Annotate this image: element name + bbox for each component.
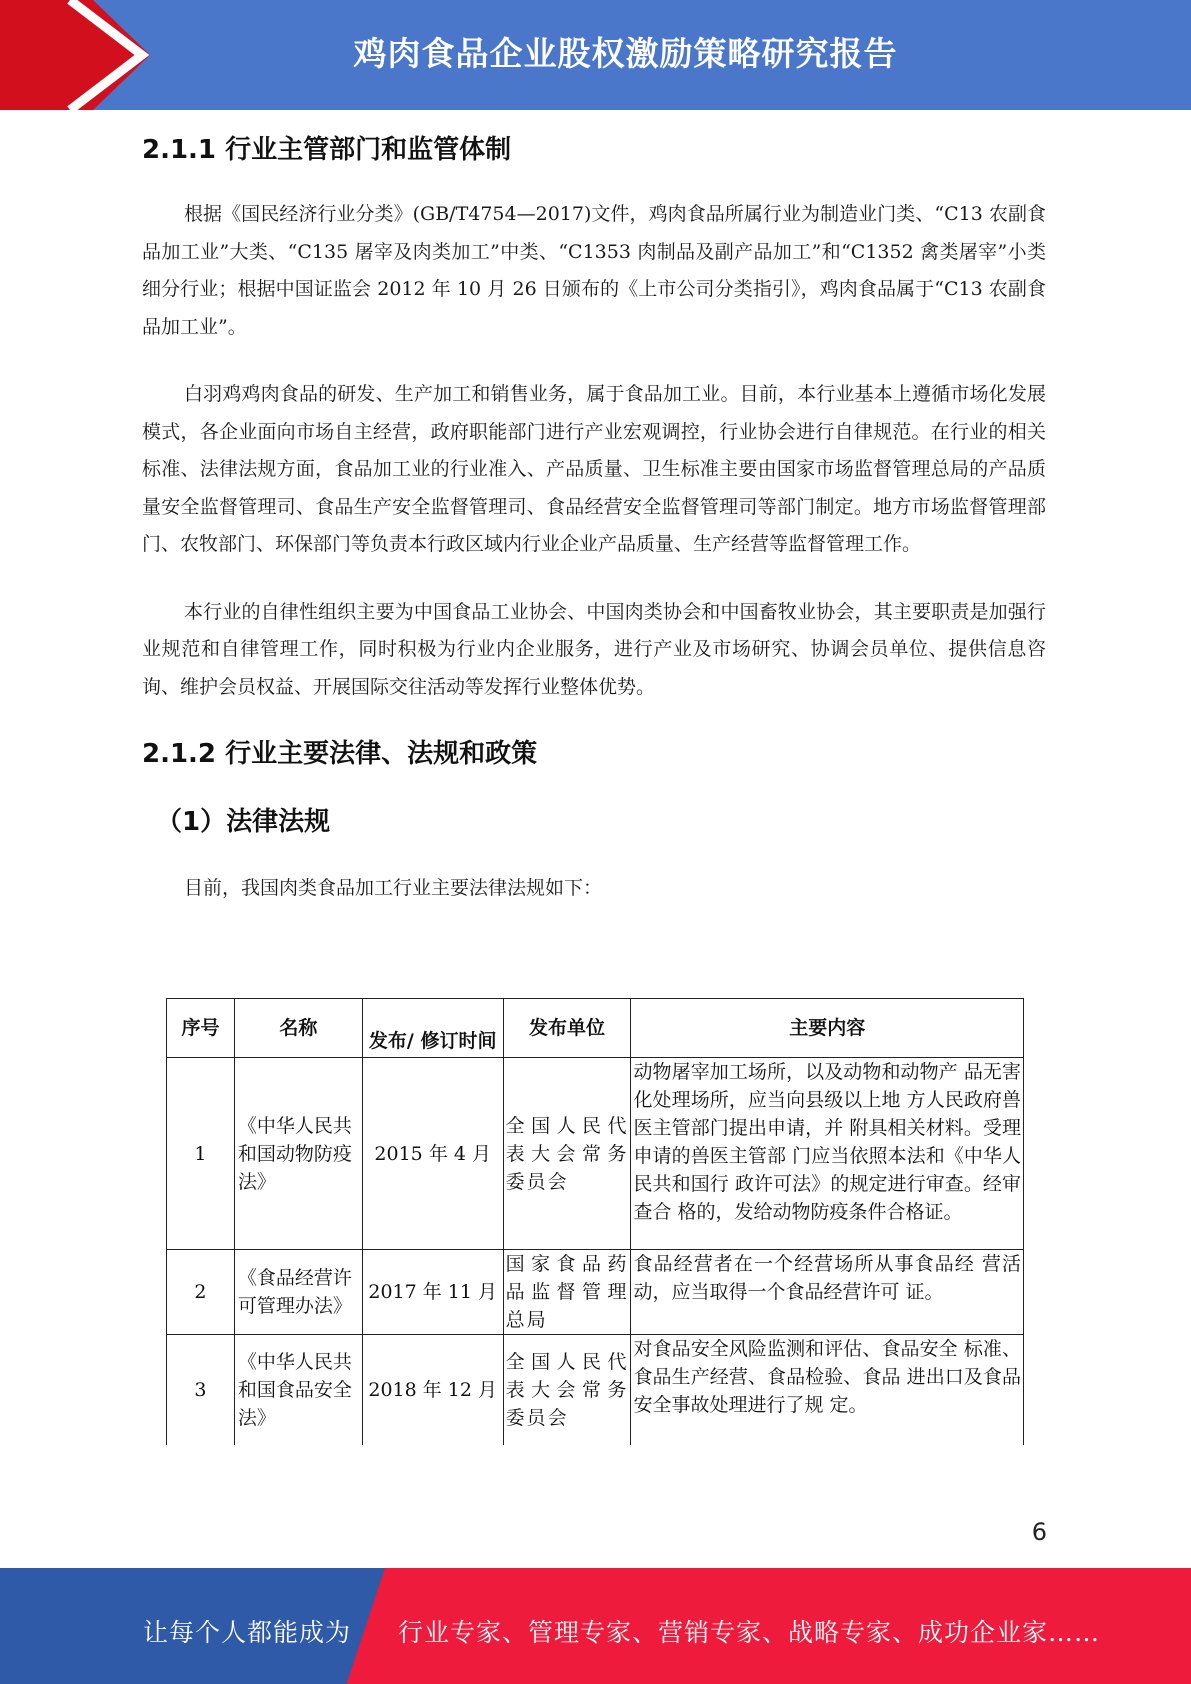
section-heading-2-1-1: 2.1.1 行业主管部门和监管体制: [142, 135, 512, 165]
chevron-right-icon: [0, 0, 160, 110]
column-header-date: 发布/ 修订时间: [362, 999, 503, 1058]
paragraph-table-intro: 目前，我国肉类食品加工行业主要法律法规如下：: [184, 877, 603, 899]
cell-date: 2015 年 4 月: [362, 1058, 503, 1250]
table-row: [167, 1250, 1024, 1335]
cell-issuer: 全国人民代表大会常务委员会: [503, 1335, 631, 1445]
paragraph-regulatory-system: 白羽鸡鸡肉食品的研发、生产加工和销售业务，属于食品加工业。目前，本行业基本上遵循市场化发展模式，各企业面向市场自主经营，政府职能部门进行产业宏观调控，行业协会进行自律规范。在行业的相关标准、法律法规方面，食品加工业的行业准入、产品质量、卫生标准主要由国家市场监督管理总局的产品质量安全监督管理司、食品生产安全监督管理司、食品经营安全监督管理司等部门制定。地方市场监督管理部门、农牧部门、环保部门等负责本行政区域内行业企业产品质量、生产经营等监督管理工作。: [142, 383, 1046, 555]
page-number: 6: [1031, 1518, 1047, 1546]
cell-no: 3: [167, 1335, 235, 1445]
footer-banner: [0, 1568, 1191, 1684]
cell-name: 《中华人民共和国食品安全法》: [234, 1335, 362, 1445]
table-row: [167, 1335, 1024, 1445]
column-header-content: 主要内容: [631, 999, 1024, 1058]
cell-content: 食品经营者在一个经营场所从事食品经 营活动，应当取得一个食品经营许可 证。: [631, 1250, 1024, 1335]
column-header-no: 序号: [167, 999, 235, 1058]
cell-no: 1: [167, 1058, 235, 1250]
cell-issuer: 国家食品药品监督管理总局: [503, 1250, 631, 1335]
paragraph-self-regulatory-organizations: 本行业的自律性组织主要为中国食品工业协会、中国肉类协会和中国畜牧业协会，其主要职责是加强行业规范和自律管理工作，同时积极为行业内企业服务，进行产业及市场研究、协调会员单位、提供信息咨询、维护会员权益、开展国际交往活动等发挥行业整体优势。: [142, 600, 1046, 698]
sub-heading-laws: （1）法律法规: [156, 807, 331, 837]
cell-content: 对食品安全风险监测和评估、食品安全 标准、食品生产经营、食品检验、食品 进出口及食品安全事故处理进行了规 定。: [631, 1335, 1024, 1445]
section-heading-2-1-2: 2.1.2 行业主要法律、法规和政策: [142, 739, 538, 769]
column-header-name: 名称: [234, 999, 362, 1058]
cell-date: 2018 年 12 月: [362, 1335, 503, 1445]
cell-content: 动物屠宰加工场所，以及动物和动物产 品无害化处理场所，应当向县级以上地 方人民政府兽医主管部门提出申请，并 附具相关材料。受理申请的兽医主管部 门应当依照本法和《中华人民共和国行 政许可法》的规定进行审查。经审查合 格的，发给动物防疫条件合格证。: [631, 1058, 1024, 1250]
header-banner: [0, 0, 1191, 110]
main-content: [142, 128, 1046, 908]
paragraph-industry-classification: 根据《国民经济行业分类》(GB/T4754—2017)文件，鸡肉食品所属行业为制造业门类、“C13 农副食品加工业”大类、“C135 屠宰及肉类加工”中类、“C1353 肉制品及副产品加工”和“C1352 禽类屠宰”小类细分行业；根据中国证监会 2012 年 10 月 26 日颁布的《上市公司分类指引》，鸡肉食品属于“C13 农副食品加工业”。: [142, 203, 1046, 338]
laws-table: [166, 998, 1024, 1445]
cell-name: 《食品经营许可管理办法》: [234, 1250, 362, 1335]
cell-no: 2: [167, 1250, 235, 1335]
cell-issuer: 全国人民代表大会常务委员会: [503, 1058, 631, 1250]
footer-slogan-right: 行业专家、管理专家、营销专家、战略专家、成功企业家……: [398, 1618, 1101, 1647]
column-header-issuer: 发布单位: [503, 999, 631, 1058]
table-row: [167, 1058, 1024, 1250]
report-title: 鸡肉食品企业股权激励策略研究报告: [353, 34, 898, 73]
table-header-row: [167, 999, 1024, 1058]
cell-date: 2017 年 11 月: [362, 1250, 503, 1335]
footer-slogan-left: 让每个人都能成为: [143, 1618, 352, 1647]
cell-name: 《中华人民共和国动物防疫法》: [234, 1058, 362, 1250]
